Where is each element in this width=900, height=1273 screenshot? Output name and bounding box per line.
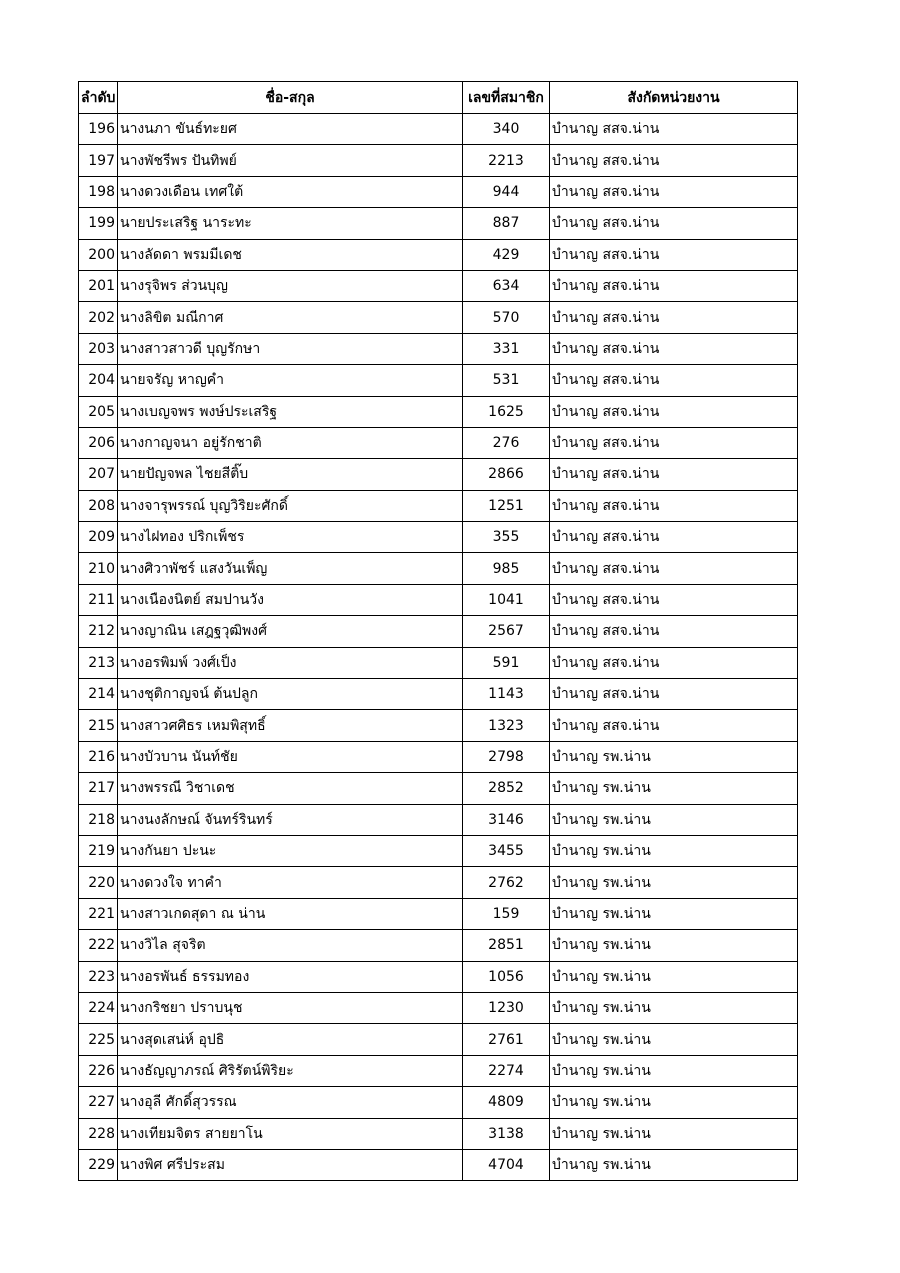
table-row [79,114,798,145]
row-number: 222 [79,930,118,961]
table-row [79,898,798,929]
member-number: 355 [463,522,550,553]
member-number: 3138 [463,1118,550,1149]
member-number: 276 [463,427,550,458]
member-unit: บำนาญ รพ.น่าน [550,835,798,866]
table-row [79,145,798,176]
row-number: 226 [79,1055,118,1086]
member-unit: บำนาญ รพ.น่าน [550,930,798,961]
member-name: นางอุลี ศักดิ์สุวรรณ [118,1087,463,1118]
row-number: 209 [79,522,118,553]
member-name: นางสุดเสน่ห์ อุปธิ [118,1024,463,1055]
member-number: 2762 [463,867,550,898]
member-unit: บำนาญ รพ.น่าน [550,898,798,929]
table-row [79,427,798,458]
member-unit: บำนาญ สสจ.น่าน [550,145,798,176]
member-unit: บำนาญ รพ.น่าน [550,867,798,898]
member-name: นางอรพิมพ์ วงศ์เป็ง [118,647,463,678]
table-row [79,647,798,678]
member-unit: บำนาญ สสจ.น่าน [550,584,798,615]
table-row [79,679,798,710]
row-number: 229 [79,1149,118,1180]
row-number: 218 [79,804,118,835]
member-name: นางสาวสาวดี บุญรักษา [118,333,463,364]
member-unit: บำนาญ สสจ.น่าน [550,396,798,427]
member-unit: บำนาญ สสจ.น่าน [550,490,798,521]
row-number: 198 [79,176,118,207]
member-number: 1041 [463,584,550,615]
table-row [79,1087,798,1118]
member-number: 4809 [463,1087,550,1118]
member-unit: บำนาญ รพ.น่าน [550,961,798,992]
table-row [79,270,798,301]
row-number: 204 [79,365,118,396]
member-unit: บำนาญ รพ.น่าน [550,804,798,835]
member-number: 340 [463,114,550,145]
table-row [79,176,798,207]
row-number: 225 [79,1024,118,1055]
row-number: 213 [79,647,118,678]
member-unit: บำนาญ รพ.น่าน [550,1149,798,1180]
member-name: นางจารุพรรณ์ บุญวิริยะศักดิ์ [118,490,463,521]
row-number: 206 [79,427,118,458]
row-number: 212 [79,616,118,647]
table-header [79,82,798,114]
member-number: 1143 [463,679,550,710]
member-name: นางนงลักษณ์ จันทร์รินทร์ [118,804,463,835]
row-number: 203 [79,333,118,364]
member-name: นางดวงใจ ทาคำ [118,867,463,898]
row-number: 221 [79,898,118,929]
table-row [79,867,798,898]
member-name: นางกาญจนา อยู่รักชาติ [118,427,463,458]
member-number: 1056 [463,961,550,992]
row-number: 227 [79,1087,118,1118]
member-name: นางรุจิพร ส่วนบุญ [118,270,463,301]
row-number: 216 [79,741,118,772]
member-number: 591 [463,647,550,678]
member-number: 944 [463,176,550,207]
row-number: 220 [79,867,118,898]
row-number: 224 [79,992,118,1023]
table-row [79,302,798,333]
member-number: 2761 [463,1024,550,1055]
member-unit: บำนาญ รพ.น่าน [550,992,798,1023]
member-list-table [78,81,798,1181]
member-number: 429 [463,239,550,270]
member-number: 2866 [463,459,550,490]
member-unit: บำนาญ สสจ.น่าน [550,710,798,741]
header-no: ลำดับ [79,82,118,114]
member-unit: บำนาญ สสจ.น่าน [550,239,798,270]
member-name: นางพรรณี วิชาเดช [118,773,463,804]
member-name: นางลิขิต มณีกาศ [118,302,463,333]
member-unit: บำนาญ สสจ.น่าน [550,427,798,458]
row-number: 201 [79,270,118,301]
member-number: 1323 [463,710,550,741]
member-name: นายปัญจพล ไชยสีติ๊บ [118,459,463,490]
table-row [79,710,798,741]
row-number: 228 [79,1118,118,1149]
member-number: 331 [463,333,550,364]
member-unit: บำนาญ รพ.น่าน [550,741,798,772]
member-number: 634 [463,270,550,301]
header-row [79,82,798,114]
member-unit: บำนาญ สสจ.น่าน [550,302,798,333]
table-row [79,396,798,427]
member-unit: บำนาญ รพ.น่าน [550,1118,798,1149]
member-name: นางพิศ ศรีประสม [118,1149,463,1180]
member-unit: บำนาญ สสจ.น่าน [550,553,798,584]
member-name: นางไฝทอง ปริกเพ็ชร [118,522,463,553]
member-number: 570 [463,302,550,333]
member-name: นางธัญญาภรณ์ ศิริรัตน์พิริยะ [118,1055,463,1086]
table-row [79,741,798,772]
member-name: นางพัชรีพร ปันทิพย์ [118,145,463,176]
member-unit: บำนาญ สสจ.น่าน [550,114,798,145]
row-number: 210 [79,553,118,584]
member-number: 4704 [463,1149,550,1180]
table-row [79,1055,798,1086]
row-number: 208 [79,490,118,521]
member-name: นางกริชยา ปราบนุช [118,992,463,1023]
member-name: นางวิไล สุจริต [118,930,463,961]
table-row [79,835,798,866]
member-unit: บำนาญ สสจ.น่าน [550,459,798,490]
row-number: 217 [79,773,118,804]
member-number: 159 [463,898,550,929]
member-name: นางกันยา ปะนะ [118,835,463,866]
member-name: นางศิวาพัชร์ แสงวันเพ็ญ [118,553,463,584]
table-row [79,239,798,270]
row-number: 197 [79,145,118,176]
row-number: 219 [79,835,118,866]
table-row [79,1024,798,1055]
table-row [79,208,798,239]
member-number: 1230 [463,992,550,1023]
member-name: นางสาวศศิธร เหมพิสุทธิ์ [118,710,463,741]
table-row [79,365,798,396]
member-unit: บำนาญ สสจ.น่าน [550,333,798,364]
member-number: 2274 [463,1055,550,1086]
member-name: นางดวงเดือน เทศใต้ [118,176,463,207]
row-number: 196 [79,114,118,145]
table-row [79,1149,798,1180]
row-number: 202 [79,302,118,333]
row-number: 214 [79,679,118,710]
table-row [79,773,798,804]
member-name: นางบัวบาน นันท์ชัย [118,741,463,772]
member-number: 2798 [463,741,550,772]
table-row [79,553,798,584]
table-row [79,490,798,521]
table-row [79,1118,798,1149]
member-unit: บำนาญ รพ.น่าน [550,1024,798,1055]
member-number: 3455 [463,835,550,866]
member-number: 2852 [463,773,550,804]
table-row [79,459,798,490]
member-number: 2567 [463,616,550,647]
member-name: นางอรพันธ์ ธรรมทอง [118,961,463,992]
row-number: 200 [79,239,118,270]
member-unit: บำนาญ สสจ.น่าน [550,647,798,678]
table-row [79,522,798,553]
member-name: นางสาวเกดสุดา ณ น่าน [118,898,463,929]
table-row [79,992,798,1023]
member-name: นางชุติกาญจน์ ต้นปลูก [118,679,463,710]
member-name: นายจรัญ หาญคำ [118,365,463,396]
header-member-no: เลขที่สมาชิก [463,82,550,114]
table-row [79,930,798,961]
member-unit: บำนาญ สสจ.น่าน [550,270,798,301]
member-name: นายประเสริฐ นาระทะ [118,208,463,239]
member-name: นางเบญจพร พงษ์ประเสริฐ [118,396,463,427]
member-name: นางญาณิน เสฎฐวุฒิพงศ์ [118,616,463,647]
table-body [79,114,798,1181]
member-name: นางเนืองนิตย์ สมปานวัง [118,584,463,615]
member-number: 3146 [463,804,550,835]
member-unit: บำนาญ สสจ.น่าน [550,679,798,710]
table-row [79,804,798,835]
member-name: นางเทียมจิตร สายยาโน [118,1118,463,1149]
member-number: 2851 [463,930,550,961]
member-unit: บำนาญ สสจ.น่าน [550,522,798,553]
member-unit: บำนาญ สสจ.น่าน [550,365,798,396]
table-row [79,584,798,615]
member-unit: บำนาญ รพ.น่าน [550,773,798,804]
table-row [79,333,798,364]
row-number: 223 [79,961,118,992]
member-number: 531 [463,365,550,396]
header-unit: สังกัดหน่วยงาน [550,82,798,114]
table-row [79,961,798,992]
row-number: 199 [79,208,118,239]
row-number: 207 [79,459,118,490]
table-row [79,616,798,647]
member-name: นางลัดดา พรมมีเดช [118,239,463,270]
member-number: 1251 [463,490,550,521]
member-number: 2213 [463,145,550,176]
header-name: ชื่อ-สกุล [118,82,463,114]
row-number: 215 [79,710,118,741]
member-unit: บำนาญ สสจ.น่าน [550,208,798,239]
row-number: 205 [79,396,118,427]
member-unit: บำนาญ รพ.น่าน [550,1055,798,1086]
member-name: นางนภา ขันธ์ทะยศ [118,114,463,145]
member-unit: บำนาญ สสจ.น่าน [550,176,798,207]
row-number: 211 [79,584,118,615]
member-number: 887 [463,208,550,239]
member-unit: บำนาญ สสจ.น่าน [550,616,798,647]
member-number: 985 [463,553,550,584]
member-unit: บำนาญ รพ.น่าน [550,1087,798,1118]
member-number: 1625 [463,396,550,427]
